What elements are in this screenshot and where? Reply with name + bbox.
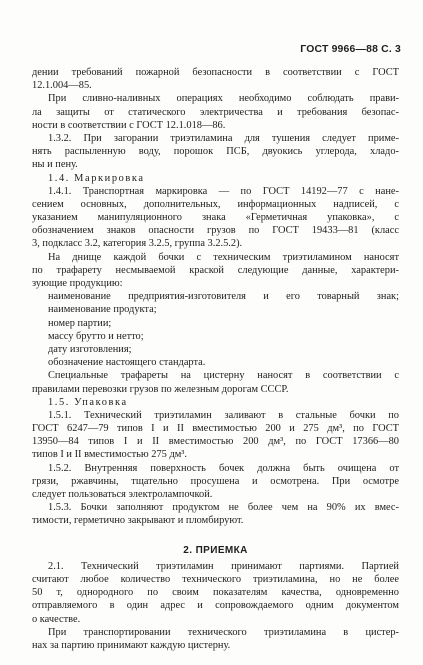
document-body — [32, 66, 399, 652]
text-line: 2.1. Технический триэтиламин принимают партиями. Партией — [48, 560, 399, 572]
text-line: грязи, ржавчины, тщательно просушена и осмотрена. При осмотре — [32, 475, 399, 487]
text-line: 1.5. Упаковка — [48, 396, 128, 408]
text-line: При транспортировании технического триэтиламина в цистер- — [48, 626, 399, 638]
text-line: нять распыленную воду, порошок ПСБ, двуокись углерода, хладо- — [32, 146, 399, 158]
text-line: 1.5.3. Бочки заполняют продуктом не более чем на 90% их вмес- — [48, 502, 399, 514]
text-line: о качестве. — [32, 613, 81, 625]
text-line: 1.4. Маркировка — [48, 172, 145, 184]
text-line: 50 т, однородного по своим показателям качества, одновременно — [32, 587, 399, 599]
text-line: зующие продукцию: — [32, 278, 123, 289]
text-line: ности в соответствии с ГОСТ 12.1.018—86. — [32, 119, 226, 131]
text-line: На днище каждой бочки с техническим триэтиламином наносят — [48, 251, 399, 263]
text-line: обозначением знаков опасности грузов по ГОСТ 19433—81 (класс — [32, 225, 399, 237]
text-line: Специальные трафареты на цистерну наносят в соответствии с — [48, 370, 399, 382]
text-line: При сливно-наливных операциях необходимо соблюдать прави- — [48, 93, 399, 105]
text-line: дении требований пожарной безопасности в соответствии с ГОСТ — [32, 67, 399, 78]
text-line: 13950—84 типов I и II вместимостью 200 дм³, по ГОСТ 17366—80 — [32, 436, 399, 448]
text-line: номер партии; — [48, 317, 112, 329]
spacer — [32, 528, 399, 544]
text-line: 1.5.2. Внутренняя поверхность бочек должна быть очищена от — [48, 462, 399, 474]
text-line: наименование продукта; — [48, 304, 157, 316]
section-heading: 2. ПРИЕМКА — [183, 544, 248, 556]
text-line: по трафарету несмываемой краской следующие данные, характери- — [32, 264, 399, 276]
text-line: дату изготовления; — [48, 343, 132, 355]
text-line: ГОСТ 6247—79 типов I и II вместимостью 200 и 275 дм³, по ГОСТ — [32, 423, 399, 435]
text-line: обозначение настоящего стандарта. — [48, 357, 206, 369]
text-line: типов I и II вместимостью 275 дм³. — [32, 449, 188, 461]
text-line: 1.3.2. При загорании триэтиламина для тушения следует приме- — [48, 132, 399, 144]
text-line: массу брутто и нетто; — [48, 330, 144, 342]
text-line: ны и пену. — [32, 159, 78, 171]
text-line: тимости, герметично закрывают и пломбируют. — [32, 515, 244, 527]
text-line: считают любое количество технического триэтиламина, но не более — [32, 573, 399, 585]
text-line: 1.5.1. Технический триэтиламин заливают в стальные бочки по — [48, 409, 399, 421]
text-line: сением основных, дополнительных, информационных надписей, с — [32, 198, 399, 210]
text-line: следует пользоваться электролампочкой. — [32, 489, 213, 500]
text-line: 12.1.004—85. — [32, 80, 92, 92]
text-line: отправляемого в один адрес и сопровождаемого одним документом — [32, 600, 399, 612]
text-line: 1.4.1. Транспортная маркировка — по ГОСТ 14192—77 с нане- — [48, 185, 399, 197]
text-line: нах за партию принимают каждую цистерну. — [32, 639, 231, 651]
page-header: ГОСТ 9966—88 С. 3 — [300, 44, 401, 55]
text-line: 3, подкласс 3.2, категория 3.2.5, группа 3.2.5.2). — [32, 238, 243, 250]
text-line: указанием манипуляционного знака «Герметичная упаковка», с — [32, 212, 399, 224]
text-line: наименование предприятия-изготовителя и его товарный знак; — [48, 291, 399, 303]
text-line: ла защиты от статического электричества и требования безопас- — [32, 106, 399, 118]
text-line: правилами перевозки грузов по железным дорогам СССР. — [32, 383, 289, 395]
